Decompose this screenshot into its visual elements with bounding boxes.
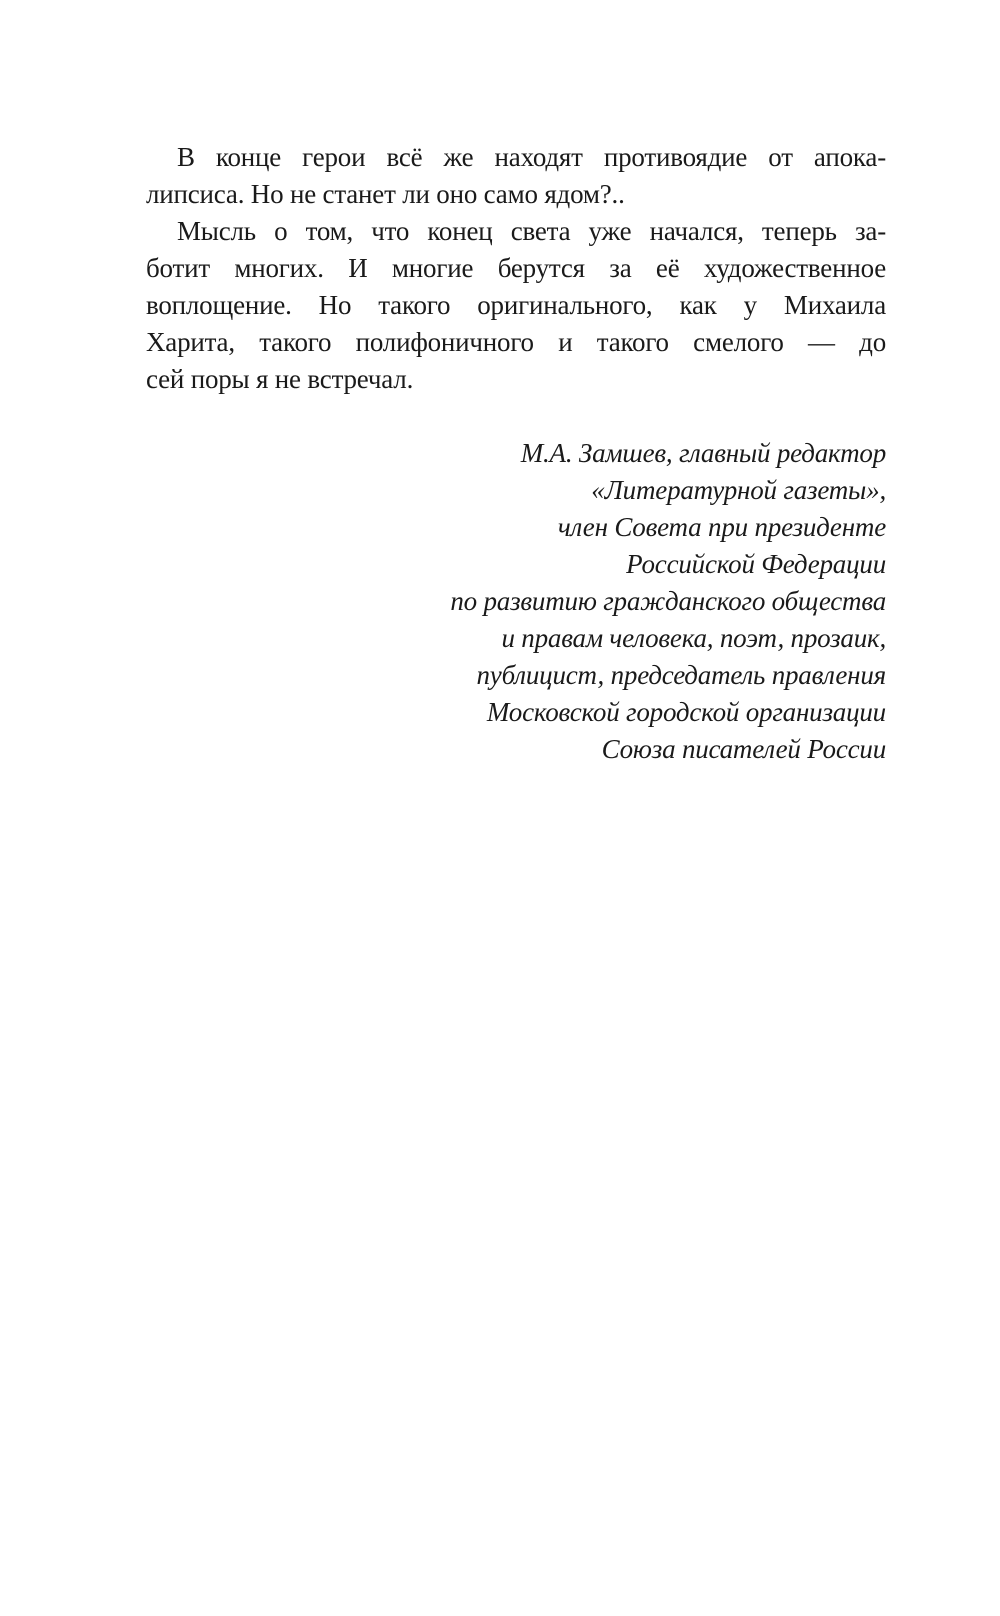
attribution-line: М.А. Замшев, главный редактор xyxy=(520,438,886,468)
attribution-line: по развитию гражданского общества xyxy=(450,586,886,616)
page-text-block xyxy=(146,139,886,768)
quote-line: ботит многих. И многие берутся за её художественное xyxy=(146,253,886,283)
quote-attribution xyxy=(146,435,886,768)
attribution-line: Московской городской организации xyxy=(486,697,886,727)
attribution-line: член Совета при президенте xyxy=(557,512,886,542)
quote-line: Харита, такого полифоничного и такого смелого — до xyxy=(146,327,886,357)
quote-line: сей поры я не встречал. xyxy=(146,364,414,394)
quote-paragraph-1 xyxy=(146,139,886,213)
attribution-line: «Литературной газеты», xyxy=(591,475,886,505)
quote-line: воплощение. Но такого оригинального, как у Михаила xyxy=(146,290,886,320)
quote-line: В конце герои всё же находят противоядие от апока- xyxy=(177,142,886,172)
quote-paragraph-2 xyxy=(146,213,886,398)
attribution-line: Российской Федерации xyxy=(626,549,886,579)
attribution-line: и правам человека, поэт, прозаик, xyxy=(501,623,886,653)
quote-line: липсиса. Но не станет ли оно само ядом?.. xyxy=(146,179,625,209)
attribution-line: публицист, председатель правления xyxy=(476,660,886,690)
attribution-line: Союза писателей России xyxy=(601,734,886,764)
quote-line: Мысль о том, что конец света уже начался, теперь за- xyxy=(177,216,886,246)
